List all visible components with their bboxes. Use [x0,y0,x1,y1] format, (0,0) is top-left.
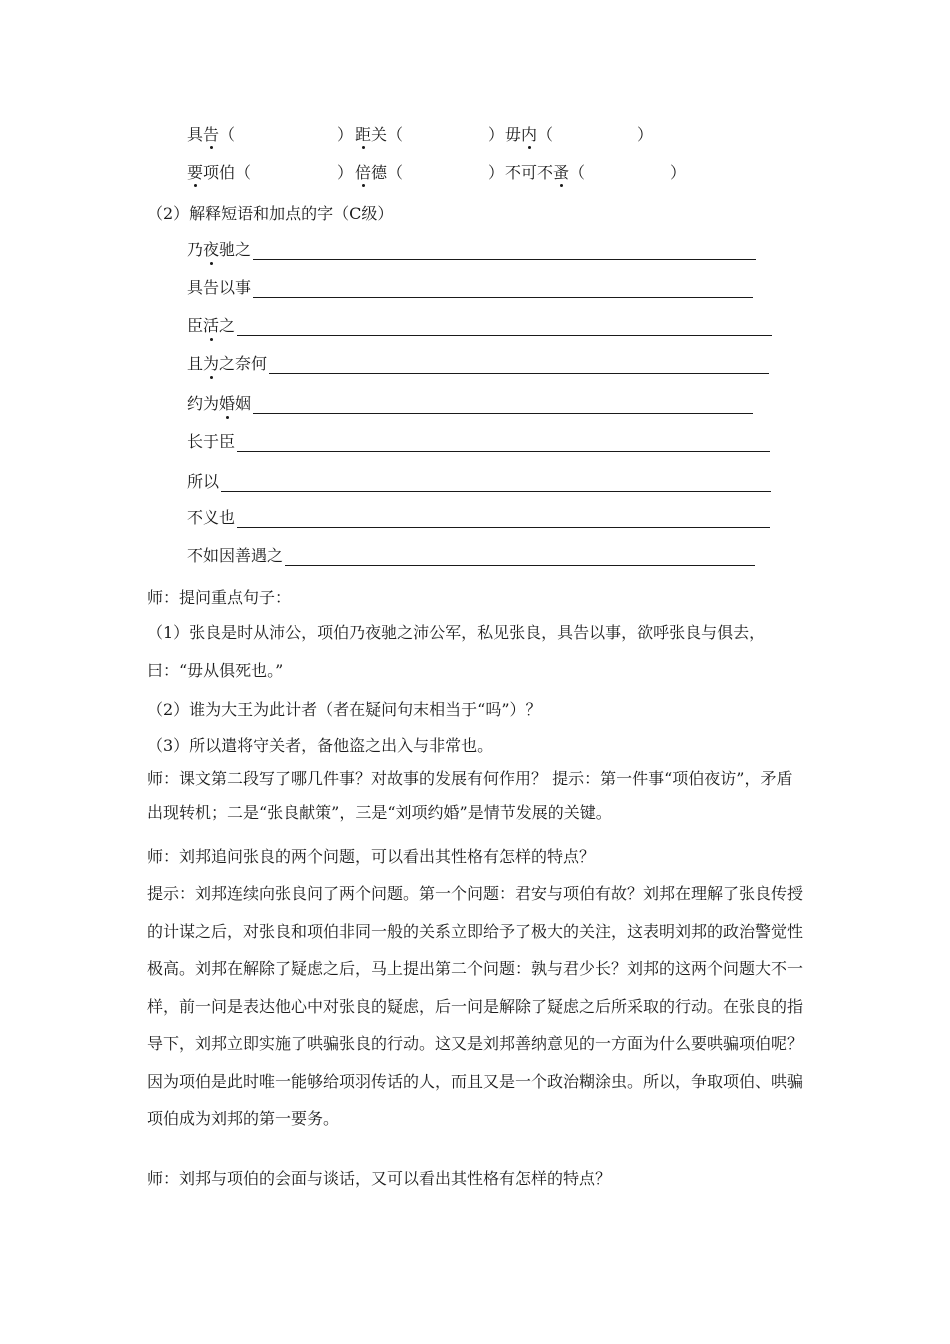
dotted-char: 内 [521,125,538,144]
dotted-char: 夜 [203,240,220,259]
answer-line[interactable] [237,437,770,452]
dotted-char: 倍 [355,163,372,182]
paren-close: ） [337,163,354,182]
paren-close: ） [670,163,687,182]
answer-line[interactable] [253,399,753,414]
phrase-text: 乃 [187,240,204,259]
phrase-text: 约为 [187,394,220,413]
dotted-char: 距 [355,125,372,144]
phrase-row [187,546,755,566]
phrase-text: 所以 [187,472,220,491]
answer-line[interactable] [285,551,755,566]
answer-line[interactable] [253,283,753,298]
vocab-text: （ [569,163,586,182]
phrase-text: 姻 [235,394,252,413]
phrase-row [187,316,772,336]
teacher-question-paragraph: 师：课文第二段写了哪几件事？对故事的发展有何作用？ 提示：第一件事“项伯夜访”，矛盾出现转机；二是“张良献策”，三是“刘项约婚”是情节发展的关键。 [147,769,793,822]
vocab-text: 具 [187,125,204,144]
dotted-char: 婚 [219,394,236,413]
phrase-text: 具告以事 [187,278,252,297]
phrase-text: 且 [187,354,204,373]
dotted-char: 告 [203,125,220,144]
phrase-row [187,240,756,260]
answer-line[interactable] [269,359,769,374]
key-sentence: （1）张良是时从沛公，项伯乃夜驰之沛公军，私见张良，具告以事，欲呼张良与俱去， [147,623,766,642]
vocab-item [187,163,251,183]
paren-close: ） [337,125,354,144]
vocab-text: 毋 [505,125,522,144]
phrase-text: 不义也 [187,508,236,527]
answer-line[interactable] [237,513,770,528]
vocab-text: 项伯（ [203,163,252,182]
phrase-text: 长于臣 [187,432,236,451]
vocab-text: 关（ [371,125,404,144]
phrase-row [187,394,753,414]
vocab-text: （ [219,125,236,144]
key-sentence: （3）所以遣将守关者，备他盗之出入与非常也。 [147,736,494,755]
answer-line[interactable] [237,321,772,336]
phrase-text: 臣 [187,316,204,335]
phrase-text: 之奈何 [219,354,268,373]
vocab-item [355,163,403,183]
phrase-row [187,354,769,374]
phrase-text: 不如因善遇之 [187,546,284,565]
vocab-text: 不可不 [505,163,554,182]
phrase-row [187,278,753,298]
paren-close: ） [488,125,505,144]
vocab-item [355,125,403,145]
teacher-prompt: 师：提问重点句子： [147,588,292,607]
dotted-char: 要 [187,163,204,182]
vocab-text: （ [537,125,554,144]
vocab-item [505,125,553,145]
paren-close: ） [637,125,654,144]
dotted-char: 为 [203,354,220,373]
vocab-item [187,125,235,145]
dotted-char: 蚤 [553,163,570,182]
phrase-row [187,432,770,452]
key-sentence-cont: 曰：“毋从俱死也。” [147,661,284,680]
phrase-row [187,508,770,528]
vocab-item [505,163,585,183]
key-sentence: （2）谁为大王为此计者（者在疑问句末相当于“吗”）？ [147,700,542,719]
dotted-char: 活 [203,316,220,335]
answer-line[interactable] [253,245,756,260]
teacher-question: 师：刘邦与项伯的会面与谈话，又可以看出其性格有怎样的特点？ [147,1169,612,1188]
answer-line[interactable] [221,477,771,492]
section-title: （2）解释短语和加点的字（C级） [147,204,394,223]
paren-close: ） [488,163,505,182]
phrase-text: 驰之 [219,240,252,259]
phrase-row [187,472,771,492]
hint-paragraph: 提示：刘邦连续向张良问了两个问题。第一个问题：君安与项伯有故？刘邦在理解了张良传授的计谋之后，对张良和项伯非同一般的关系立即给予了极大的关注，这表明刘邦的政治警觉性极高。刘邦在解除了疑虑之后，马上提出第二个问题：孰与君少长？刘邦的这两个问题大不一样，前一问是表达他心中对张良的疑虑，后一问是解除了疑虑之后所采取的行动。在张良的指导下，刘邦立即实施了哄骗张良的行动。这又是刘邦善纳意见的一方面为什么要哄骗项伯呢？因为项伯是此时唯一能够给项羽传话的人，而且又是一个政治糊涂虫。所以，争取项伯、哄骗项伯成为刘邦的第一要务。 [147,884,804,1128]
teacher-question: 师：刘邦追问张良的两个问题，可以看出其性格有怎样的特点？ [147,847,596,866]
phrase-text: 之 [219,316,236,335]
vocab-text: 德（ [371,163,404,182]
